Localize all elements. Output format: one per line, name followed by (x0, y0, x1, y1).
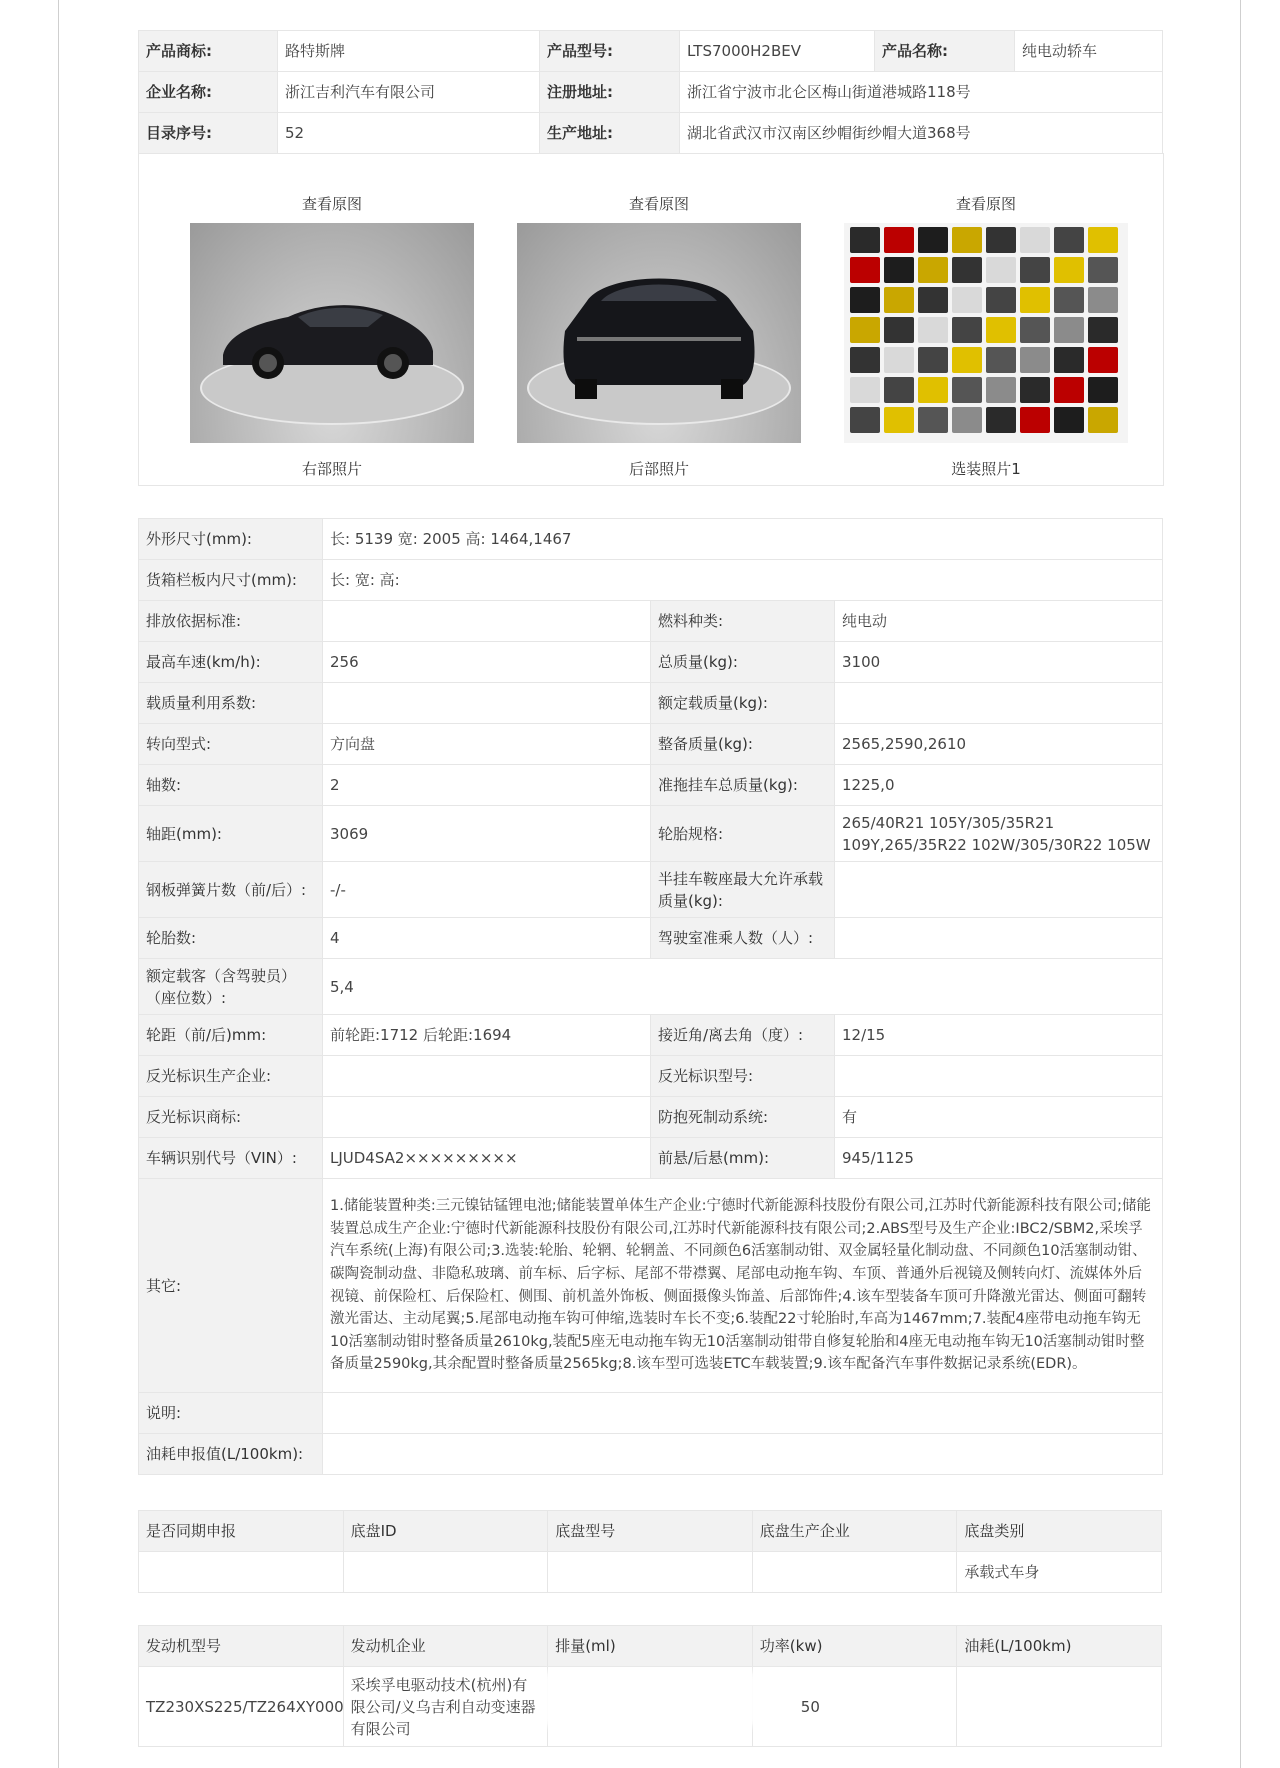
spec-value: 265/40R21 105Y/305/35R21 109Y,265/35R22 102W/305/30R22 105W (835, 806, 1163, 862)
car-rear-silhouette-icon (557, 261, 761, 401)
company-value: 浙江吉利汽车有限公司 (278, 72, 540, 113)
photo-panel (138, 153, 1164, 486)
collage-tile (1054, 377, 1084, 403)
other-label: 其它: (139, 1179, 323, 1393)
spec-label: 外形尺寸(mm): (139, 519, 323, 560)
collage-tile (986, 257, 1016, 283)
spec-row (139, 1434, 1163, 1475)
spec-label: 排放依据标准: (139, 601, 323, 642)
spec-row (139, 601, 1163, 642)
photo-caption: 后部照片 (628, 460, 689, 478)
chassis-cell (548, 1552, 753, 1593)
spec-value: 有 (835, 1097, 1163, 1138)
spec-row (139, 862, 1163, 918)
page-left-border (58, 0, 59, 1768)
collage-tile (918, 227, 948, 253)
collage-tile (1020, 257, 1050, 283)
spec-row (139, 1393, 1163, 1434)
car-rear-photo-icon[interactable] (517, 223, 801, 443)
model-label: 产品型号: (540, 31, 680, 72)
header-row (139, 72, 1163, 113)
spec-label: 最高车速(km/h): (139, 642, 323, 683)
spec-row (139, 560, 1163, 601)
chassis-table (138, 1510, 1162, 1593)
collage-tile (1088, 287, 1118, 313)
view-original-link[interactable]: 查看原图 (301, 195, 362, 213)
collage-tile (1020, 317, 1050, 343)
spec-label: 防抱死制动系统: (651, 1097, 835, 1138)
collage-tile (1054, 407, 1084, 433)
spec-value: 前轮距:1712 后轮距:1694 (323, 1015, 651, 1056)
collage-tile (1020, 407, 1050, 433)
spec-row (139, 683, 1163, 724)
collage-tile (986, 317, 1016, 343)
chassis-cell (139, 1552, 344, 1593)
spec-row (139, 1056, 1163, 1097)
chassis-header: 底盘ID (343, 1511, 548, 1552)
engine-model: TZ230XS225/TZ264XY000 (139, 1667, 344, 1747)
collage-tile (850, 257, 880, 283)
collage-tile (884, 347, 914, 373)
collage-tile (1088, 407, 1118, 433)
spec-label: 准拖挂车总质量(kg): (651, 765, 835, 806)
reg-address-value: 浙江省宁波市北仑区梅山街道港城路118号 (680, 72, 1163, 113)
header-row (139, 113, 1163, 154)
collage-tile (1020, 377, 1050, 403)
spec-label: 驾驶室准乘人数（人）: (651, 918, 835, 959)
company-label: 企业名称: (139, 72, 278, 113)
photo-caption: 选装照片1 (951, 460, 1021, 478)
spec-value (323, 683, 651, 724)
collage-tile (918, 257, 948, 283)
collage-tile (1020, 287, 1050, 313)
collage-tile (850, 407, 880, 433)
spec-label: 轮胎规格: (651, 806, 835, 862)
engine-company: 采埃孚电驱动技术(杭州)有限公司/义乌吉利自动变速器有限公司 (343, 1667, 548, 1747)
collage-tile (850, 227, 880, 253)
collage-tile (986, 377, 1016, 403)
collage-tile (1054, 317, 1084, 343)
collage-tile (918, 377, 948, 403)
engine-header: 油耗(L/100km) (957, 1626, 1162, 1667)
reg-address-label: 注册地址: (540, 72, 680, 113)
spec-label: 钢板弹簧片数（前/后）: (139, 862, 323, 918)
spec-label: 额定载质量(kg): (651, 683, 835, 724)
spec-label: 货箱栏板内尺寸(mm): (139, 560, 323, 601)
collage-tile (918, 407, 948, 433)
spec-value (835, 918, 1163, 959)
chassis-row (139, 1552, 1162, 1593)
collage-tile (1054, 347, 1084, 373)
spec-label: 车辆识别代号（VIN）: (139, 1138, 323, 1179)
collage-tile (884, 257, 914, 283)
catalog-no-value: 52 (278, 113, 540, 154)
chassis-cell (343, 1552, 548, 1593)
spec-row (139, 642, 1163, 683)
spec-table (138, 518, 1162, 1475)
spec-row (139, 1138, 1163, 1179)
spec-value: 256 (323, 642, 651, 683)
photo-right-side (189, 193, 475, 479)
engine-fuel (957, 1667, 1162, 1747)
collage-tile (850, 347, 880, 373)
collage-tile (884, 407, 914, 433)
collage-tile (1088, 377, 1118, 403)
brand-value: 路特斯牌 (278, 31, 540, 72)
spec-label: 轮距（前/后)mm: (139, 1015, 323, 1056)
spec-value (835, 862, 1163, 918)
spec-label: 反光标识型号: (651, 1056, 835, 1097)
collage-tile (952, 407, 982, 433)
spec-value: 945/1125 (835, 1138, 1163, 1179)
collage-tile (884, 377, 914, 403)
collage-tile (952, 377, 982, 403)
model-value: LTS7000H2BEV (680, 31, 875, 72)
engine-header: 功率(kw) (752, 1626, 957, 1667)
product-header-table (138, 30, 1162, 154)
product-name-value: 纯电动轿车 (1015, 31, 1163, 72)
options-collage-photo-icon[interactable] (844, 223, 1128, 443)
spec-row (139, 918, 1163, 959)
spec-value (323, 601, 651, 642)
spec-value (323, 1056, 651, 1097)
spec-row (139, 1015, 1163, 1056)
spec-label: 燃料种类: (651, 601, 835, 642)
collage-tile (952, 347, 982, 373)
spec-label: 转向型式: (139, 724, 323, 765)
chassis-header: 底盘类别 (957, 1511, 1162, 1552)
header-row (139, 31, 1163, 72)
catalog-no-label: 目录序号: (139, 113, 278, 154)
car-silhouette-icon (218, 293, 438, 383)
collage-tile (1088, 317, 1118, 343)
chassis-header: 是否同期申报 (139, 1511, 344, 1552)
chassis-header: 底盘生产企业 (752, 1511, 957, 1552)
spec-value (323, 1393, 1163, 1434)
spec-label: 半挂车鞍座最大允许承载质量(kg): (651, 862, 835, 918)
spec-row (139, 765, 1163, 806)
collage-tile (918, 287, 948, 313)
collage-tile (986, 347, 1016, 373)
collage-tile (850, 317, 880, 343)
spec-value (323, 1434, 1163, 1475)
spec-value (835, 683, 1163, 724)
spec-label: 轴距(mm): (139, 806, 323, 862)
spec-label: 前悬/后悬(mm): (651, 1138, 835, 1179)
spec-label: 反光标识商标: (139, 1097, 323, 1138)
spec-value: 长: 5139 宽: 2005 高: 1464,1467 (323, 519, 1163, 560)
spec-value: 2 (323, 765, 651, 806)
engine-header: 发动机企业 (343, 1626, 548, 1667)
collage-tile (850, 287, 880, 313)
spec-row (139, 806, 1163, 862)
spec-value: 1225,0 (835, 765, 1163, 806)
spec-value: 2565,2590,2610 (835, 724, 1163, 765)
collage-tile (986, 407, 1016, 433)
collage-tile (884, 287, 914, 313)
spec-value: 5,4 (323, 959, 1163, 1015)
spec-label: 轮胎数: (139, 918, 323, 959)
spec-row (139, 724, 1163, 765)
prod-address-label: 生产地址: (540, 113, 680, 154)
collage-tile (918, 347, 948, 373)
engine-header: 排量(ml) (548, 1626, 753, 1667)
page-right-border (1240, 0, 1241, 1768)
chassis-cell (752, 1552, 957, 1593)
spec-label: 反光标识生产企业: (139, 1056, 323, 1097)
photo-rear (516, 193, 802, 479)
spec-row (139, 1097, 1163, 1138)
spec-value: 12/15 (835, 1015, 1163, 1056)
blur-overlay (538, 1672, 788, 1726)
collage-tile (1088, 257, 1118, 283)
chassis-header: 底盘型号 (548, 1511, 753, 1552)
collage-tile (952, 257, 982, 283)
spec-label: 整备质量(kg): (651, 724, 835, 765)
collage-tile (1054, 257, 1084, 283)
spec-value (835, 1056, 1163, 1097)
spec-label: 轴数: (139, 765, 323, 806)
spec-value: -/- (323, 862, 651, 918)
brand-label: 产品商标: (139, 31, 278, 72)
spec-value (323, 1097, 651, 1138)
other-notes: 1.储能装置种类:三元镍钴锰锂电池;储能装置单体生产企业:宁德时代新能源科技股份有限公司,江苏时代新能源科技有限公司;储能装置总成生产企业:宁德时代新能源科技股份有限公司,江苏时代新能源科技有限公司;2.ABS型号及生产企业:IBC2/SBM2,采埃孚汽车系统(上海)有限公司;3.选装:轮胎、轮辋、轮辋盖、不同颜色6活塞制动钳、双金属轻量化制动盘、不同颜色10活塞制动钳、碳陶瓷制动盘、非隐私玻璃、前车标、后字标、尾部不带襟翼、尾部电动拖车钩、车顶、普通外后视镜及侧转向灯、流媒体外后视镜、前保险杠、后保险杠、侧围、前机盖外饰板、侧面摄像头饰盖、后部饰件;4.该车型装备车顶可升降激光雷达、侧面可翻转激光雷达、主动尾翼;5.尾部电动拖车钩可伸缩,选装时车长不变;6.装配22寸轮胎时,车高为1467mm;7.装配4座带电动拖车钩无10活塞制动钳时整备质量2610kg,装配5座无电动拖车钩无10活塞制动钳带自修复轮胎和4座无电动拖车钩无10活塞制动钳时整备质量2590kg,其余配置时整备质量2565kg;8.该车型可选装ETC车载装置;9.该车配备汽车事件数据记录系统(EDR)。 (323, 1179, 1163, 1393)
chassis-header-row (139, 1511, 1162, 1552)
photo-options (843, 193, 1129, 479)
spec-value: 纯电动 (835, 601, 1163, 642)
collage-tile (1054, 287, 1084, 313)
collage-tile (918, 317, 948, 343)
spec-row (139, 959, 1163, 1015)
collage-tile (952, 287, 982, 313)
collage-tile (986, 227, 1016, 253)
collage-tile (986, 287, 1016, 313)
chassis-cell: 承载式车身 (957, 1552, 1162, 1593)
prod-address-value: 湖北省武汉市汉南区纱帽街纱帽大道368号 (680, 113, 1163, 154)
spec-value: 4 (323, 918, 651, 959)
view-original-link[interactable]: 查看原图 (628, 195, 689, 213)
spec-row (139, 519, 1163, 560)
spec-value: 3069 (323, 806, 651, 862)
engine-header: 发动机型号 (139, 1626, 344, 1667)
collage-tile (884, 317, 914, 343)
spec-label: 额定载客（含驾驶员）（座位数）: (139, 959, 323, 1015)
spec-value: 长: 宽: 高: (323, 560, 1163, 601)
spec-label: 载质量利用系数: (139, 683, 323, 724)
product-name-label: 产品名称: (875, 31, 1015, 72)
spec-label: 说明: (139, 1393, 323, 1434)
collage-tile (1088, 227, 1118, 253)
collage-tile (952, 317, 982, 343)
engine-power: 50 (752, 1667, 957, 1747)
collage-tile (1054, 227, 1084, 253)
collage-tile (1020, 347, 1050, 373)
view-original-link[interactable]: 查看原图 (955, 195, 1016, 213)
spec-label: 接近角/离去角（度）: (651, 1015, 835, 1056)
photo-caption: 右部照片 (301, 460, 362, 478)
spec-row-other (139, 1179, 1163, 1393)
engine-header-row (139, 1626, 1162, 1667)
collage-tile (1020, 227, 1050, 253)
spec-value: 3100 (835, 642, 1163, 683)
spec-value: 方向盘 (323, 724, 651, 765)
collage-tile (850, 377, 880, 403)
car-side-photo-icon[interactable] (190, 223, 474, 443)
spec-label: 总质量(kg): (651, 642, 835, 683)
spec-label: 油耗申报值(L/100km): (139, 1434, 323, 1475)
collage-tile (884, 227, 914, 253)
collage-tile (1088, 347, 1118, 373)
collage-tile (952, 227, 982, 253)
vin-value: LJUD4SA2××××××××× (323, 1138, 651, 1179)
